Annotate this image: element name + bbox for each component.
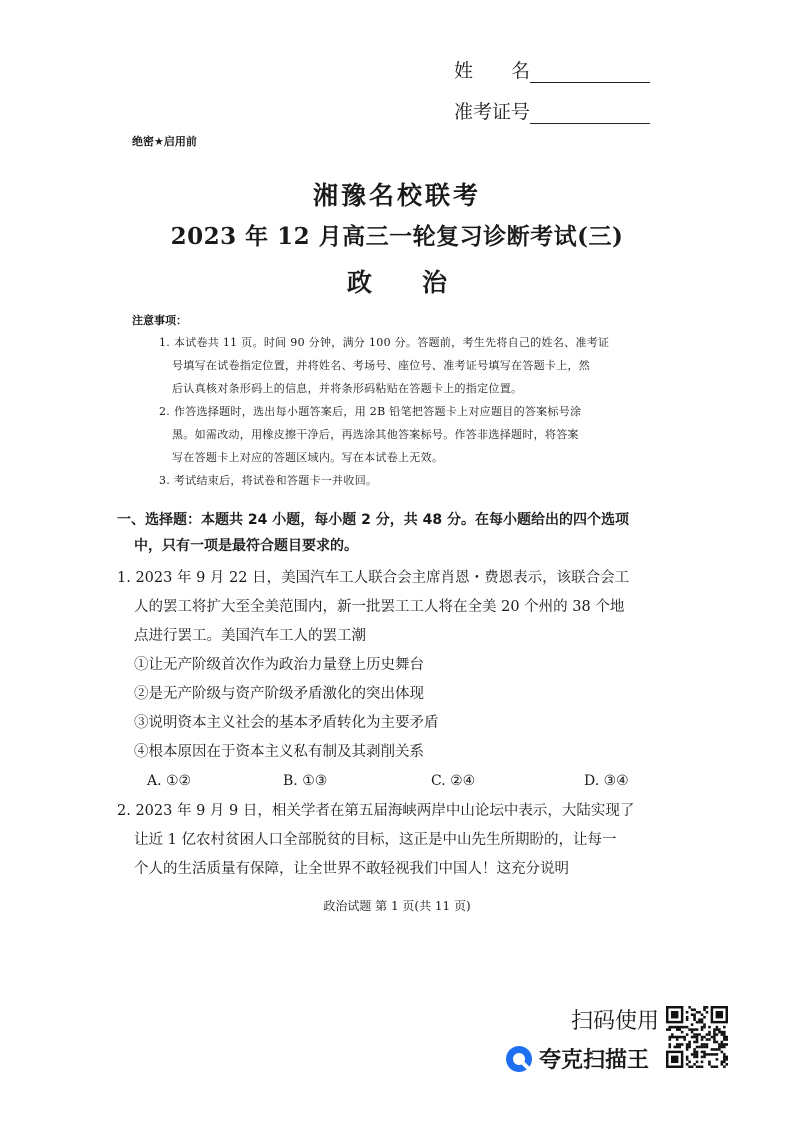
option-a: A. ①② <box>147 773 192 789</box>
brand-logo <box>505 1043 649 1074</box>
subject-title: 政 治 <box>346 268 447 297</box>
option-d: D. ③④ <box>584 773 629 789</box>
statement-1: ①让无产阶级首次作为政治力量登上历史舞台 <box>134 657 424 673</box>
question-line: 个人的生活质量有保障，让全世界不敢轻视我们中国人！这充分说明 <box>134 861 569 877</box>
statement-3: ③说明资本主义社会的基本矛盾转化为主要矛盾 <box>134 715 439 731</box>
question-2 <box>117 797 717 884</box>
question-line: 点进行罢工。美国汽车工人的罢工潮 <box>134 628 366 644</box>
brand-name: 夸克扫描王 <box>539 1048 650 1073</box>
name-field <box>454 56 650 83</box>
question-line: 2. 2023 年 9 月 9 日，相关学者在第五届海峡两岸中山论坛中表示，大陆实现了 <box>117 803 635 819</box>
notice-line: 2. 作答选择题时，选出每小题答案后，用 2B 铅笔把答题卡上对应题目的答案标号涂 <box>159 405 582 418</box>
notice-line: 号填写在试卷指定位置，并将姓名、考场号、座位号、准考证号填写在答题卡上，然 <box>172 359 591 372</box>
notice-line: 写在答题卡上对应的答题区域内。写在本试卷上无效。 <box>172 451 444 464</box>
exam-title: 湘豫名校联考 <box>312 181 481 210</box>
quark-logo-icon <box>505 1045 533 1073</box>
option-b: B. ①③ <box>283 773 328 789</box>
secret-label: 绝密★启用前 <box>132 135 197 148</box>
statement-4: ④根本原因在于资本主义私有制及其剥削关系 <box>134 744 424 760</box>
exam-id-label: 准考证号 <box>454 101 531 123</box>
page-footer: 政治试题 第 1 页(共 11 页) <box>323 899 471 913</box>
exam-id-field <box>454 97 650 124</box>
options-row <box>117 767 717 796</box>
name-underline <box>530 60 650 83</box>
section-line: 一、选择题：本题共 24 小题，每小题 2 分，共 48 分。在每小题给出的四个选项 <box>117 512 629 528</box>
qr-code[interactable] <box>666 1006 728 1072</box>
section-line: 中，只有一项是最符合题目要求的。 <box>134 538 358 554</box>
name-label: 姓 名 <box>454 60 531 82</box>
question-line: 1. 2023 年 9 月 22 日，美国汽车工人联合会主席肖恩・费恩表示，该联合会工 <box>117 570 630 586</box>
notice-line: 后认真核对条形码上的信息，并将条形码粘贴在答题卡上的指定位置。 <box>172 382 523 395</box>
notice-line: 1. 本试卷共 11 页。时间 90 分钟，满分 100 分。答题前，考生先将自己的姓名、准考证 <box>159 336 610 349</box>
notice-heading: 注意事项： <box>132 314 187 327</box>
statement-2: ②是无产阶级与资产阶级矛盾激化的突出体现 <box>134 686 424 702</box>
notice-line: 黑。如需改动，用橡皮擦干净后，再选涂其他答案标号。作答非选择题时，将答案 <box>172 428 579 441</box>
section-heading <box>117 507 707 559</box>
qr-code-icon <box>666 1006 728 1068</box>
notice-line: 3. 考试结束后，将试卷和答题卡一并收回。 <box>159 474 378 487</box>
exam-subtitle: 2023 年 12 月高三一轮复习诊断考试(三) <box>170 223 624 250</box>
question-line: 人的罢工将扩大至全美范围内，新一批罢工工人将在全美 20 个州的 38 个地 <box>134 599 625 615</box>
question-1 <box>117 564 717 796</box>
notice-block <box>159 331 699 492</box>
option-c: C. ②④ <box>431 773 476 789</box>
exam-id-underline <box>530 101 650 124</box>
scan-label: 扫码使用 <box>571 1009 660 1034</box>
question-line: 让近 1 亿农村贫困人口全部脱贫的目标，这正是中山先生所期盼的，让每一 <box>134 832 617 848</box>
